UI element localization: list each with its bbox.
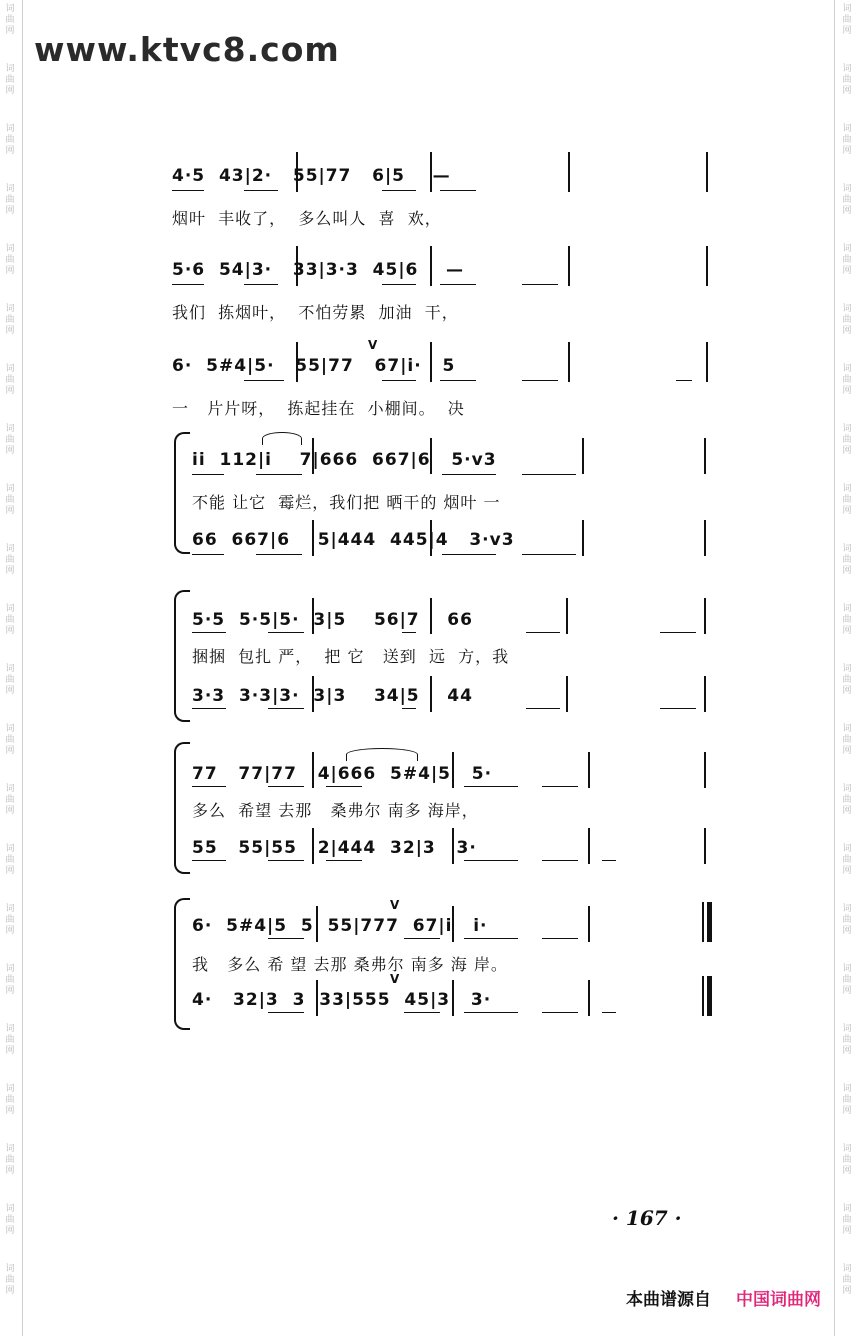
side-mark: 词曲网 <box>5 604 15 636</box>
bar-line <box>430 438 432 474</box>
watermark-url: www.ktvc8.com <box>34 30 340 69</box>
side-mark: 词曲网 <box>5 64 15 96</box>
source-site-link[interactable]: 中国词曲网 <box>736 1290 821 1310</box>
bar-line <box>704 752 706 788</box>
bar-line <box>582 520 584 556</box>
beam-line <box>192 554 224 555</box>
beam-line <box>464 1012 518 1013</box>
bar-line <box>296 152 298 192</box>
beam-line <box>326 786 362 787</box>
bar-line <box>588 906 590 942</box>
beam-line <box>522 474 576 475</box>
bar-line <box>588 752 590 788</box>
beam-line <box>192 708 226 709</box>
notation-line-lower: 66 667|6 5|444 445|4 3·v3 <box>192 530 515 550</box>
beam-line <box>464 860 518 861</box>
system-2 <box>150 254 720 334</box>
bar-line <box>430 598 432 634</box>
beam-line <box>244 380 284 381</box>
side-mark: 词曲网 <box>842 1084 852 1116</box>
notation-line-upper: 6· 5#4|5 5 55|777 67|i i· <box>192 916 488 936</box>
beam-line <box>676 380 692 381</box>
side-mark: 词曲网 <box>842 124 852 156</box>
bar-line <box>296 342 298 382</box>
bar-line <box>452 906 454 942</box>
bar-line <box>704 676 706 712</box>
notation-line-upper: ii 112|i 7|666 667|6 5·v3 <box>192 450 497 470</box>
beam-line <box>192 860 226 861</box>
beam-line <box>256 474 302 475</box>
side-mark: 词曲网 <box>5 964 15 996</box>
bar-line <box>704 438 706 474</box>
side-mark: 词曲网 <box>5 4 15 36</box>
bar-line <box>296 246 298 286</box>
bar-line <box>312 598 314 634</box>
bar-line <box>316 906 318 942</box>
beam-line <box>526 708 560 709</box>
left-border-line <box>22 0 23 1336</box>
system-3 <box>150 338 720 430</box>
side-mark: 词曲网 <box>5 1264 15 1296</box>
side-mark: 词曲网 <box>842 1024 852 1056</box>
side-mark: 词曲网 <box>5 904 15 936</box>
beam-line <box>542 860 578 861</box>
bar-line <box>704 598 706 634</box>
side-mark: 词曲网 <box>5 304 15 336</box>
bar-line <box>312 752 314 788</box>
bar-line <box>312 676 314 712</box>
side-mark: 词曲网 <box>5 784 15 816</box>
lyric-line: 多么 希望 去那 桑弗尔 南多 海岸， <box>192 801 479 820</box>
beam-line <box>172 190 204 191</box>
side-mark: 词曲网 <box>5 244 15 276</box>
side-mark: 词曲网 <box>842 244 852 276</box>
left-watermark-column <box>0 0 20 1336</box>
side-mark: 词曲网 <box>5 1144 15 1176</box>
beam-line <box>526 632 560 633</box>
bar-line <box>316 980 318 1016</box>
side-mark: 词曲网 <box>5 484 15 516</box>
beam-line <box>464 786 518 787</box>
beam-line <box>402 632 416 633</box>
beam-line <box>268 1012 304 1013</box>
side-mark: 词曲网 <box>5 124 15 156</box>
side-mark: 词曲网 <box>842 1204 852 1236</box>
lyric-line: 我 多么 希 望 去那 桑弗尔 南多 海 岸。 <box>192 955 508 974</box>
side-mark: 词曲网 <box>842 184 852 216</box>
beam-line <box>402 708 416 709</box>
beam-line <box>602 860 616 861</box>
lyric-line: 一 片片呀， 拣起挂在 小棚间。 决 <box>172 399 465 418</box>
lyric-line: 我们 拣烟叶， 不怕劳累 加油 干， <box>172 303 459 322</box>
beam-line <box>440 284 476 285</box>
bar-line <box>312 520 314 556</box>
beam-line <box>522 554 576 555</box>
side-mark: 词曲网 <box>5 1084 15 1116</box>
right-border-line <box>834 0 835 1336</box>
bar-line <box>566 598 568 634</box>
side-mark: 词曲网 <box>842 844 852 876</box>
lyric-line: 烟叶 丰收了， 多么叫人 喜 欢， <box>172 209 442 228</box>
system-6 <box>150 758 720 868</box>
beam-line <box>244 190 278 191</box>
notation-line-upper: 77 77|77 4|666 5#4|5 5· <box>192 764 493 784</box>
beam-line <box>192 474 224 475</box>
page-number: · 167 · <box>612 1206 682 1230</box>
beam-line <box>256 554 302 555</box>
beam-line <box>244 284 278 285</box>
bar-line <box>430 520 432 556</box>
bar-line <box>706 342 708 382</box>
side-mark: 词曲网 <box>842 724 852 756</box>
beam-line <box>268 860 304 861</box>
beam-line <box>382 284 416 285</box>
side-mark: 词曲网 <box>5 184 15 216</box>
notation-line-upper: 5·5 5·5|5· 3|5 56|7 66 <box>192 610 473 630</box>
beam-line <box>542 938 578 939</box>
side-mark: 词曲网 <box>5 1024 15 1056</box>
notation-line-lower: 4· 32|3 3 33|555 45|3 3· <box>192 990 492 1010</box>
beam-line <box>522 284 558 285</box>
beam-line <box>268 786 304 787</box>
beam-line <box>404 1012 440 1013</box>
side-mark: 词曲网 <box>842 1264 852 1296</box>
slur <box>346 748 418 761</box>
bar-line <box>430 342 432 382</box>
final-bar-thin <box>702 976 704 1016</box>
system-5 <box>150 604 720 714</box>
bar-line <box>430 676 432 712</box>
system-7 <box>150 898 720 1022</box>
bar-line <box>568 152 570 192</box>
beam-line <box>326 860 362 861</box>
system-4 <box>150 444 720 554</box>
side-mark: 词曲网 <box>5 1204 15 1236</box>
bar-line <box>568 342 570 382</box>
beam-line <box>268 632 304 633</box>
source-label: 本曲谱源自 <box>626 1290 711 1310</box>
side-mark: 词曲网 <box>842 484 852 516</box>
bar-line <box>568 246 570 286</box>
bar-line <box>704 828 706 864</box>
side-mark: 词曲网 <box>842 544 852 576</box>
side-mark: 词曲网 <box>842 904 852 936</box>
breath-mark: V <box>390 898 400 912</box>
bar-line <box>452 752 454 788</box>
bar-line <box>588 828 590 864</box>
bar-line <box>430 246 432 286</box>
beam-line <box>192 786 226 787</box>
beam-line <box>442 474 496 475</box>
right-watermark-column <box>837 0 857 1336</box>
beam-line <box>382 380 416 381</box>
beam-line <box>464 938 518 939</box>
bar-line <box>706 152 708 192</box>
beam-line <box>382 190 416 191</box>
side-mark: 词曲网 <box>842 1144 852 1176</box>
side-mark: 词曲网 <box>842 664 852 696</box>
bar-line <box>582 438 584 474</box>
bar-line <box>566 676 568 712</box>
slur <box>262 432 302 445</box>
bar-line <box>312 438 314 474</box>
beam-line <box>440 190 476 191</box>
side-mark: 词曲网 <box>842 364 852 396</box>
final-bar-thin <box>702 902 704 942</box>
side-mark: 词曲网 <box>5 664 15 696</box>
bar-line <box>706 246 708 286</box>
lyric-line: 捆捆 包扎 严， 把 它 送到 远 方，我 <box>192 647 510 666</box>
side-mark: 词曲网 <box>842 604 852 636</box>
side-mark: 词曲网 <box>842 964 852 996</box>
beam-line <box>268 708 304 709</box>
breath-mark: V <box>368 338 378 352</box>
side-mark: 词曲网 <box>5 544 15 576</box>
beam-line <box>442 554 496 555</box>
notation-line-lower: 55 55|55 2|444 32|3 3· <box>192 838 477 858</box>
beam-line <box>602 1012 616 1013</box>
bar-line <box>452 980 454 1016</box>
beam-line <box>268 938 304 939</box>
side-mark: 词曲网 <box>842 4 852 36</box>
breath-mark: V <box>390 972 400 986</box>
notation-line: 6· 5#4|5· 55|77 67|i· 5 <box>172 356 456 376</box>
notation-line-lower: 3·3 3·3|3· 3|3 34|5 44 <box>192 686 473 706</box>
beam-line <box>404 938 440 939</box>
notation-line: 4·5 43|2· 55|77 6|5 — <box>172 166 451 186</box>
beam-line <box>172 284 204 285</box>
bar-line <box>588 980 590 1016</box>
beam-line <box>542 786 578 787</box>
bar-line <box>430 152 432 192</box>
final-bar-thick <box>707 902 712 942</box>
side-mark: 词曲网 <box>5 424 15 456</box>
side-mark: 词曲网 <box>5 844 15 876</box>
system-1 <box>150 160 720 240</box>
beam-line <box>660 708 696 709</box>
bar-line <box>452 828 454 864</box>
side-mark: 词曲网 <box>5 724 15 756</box>
lyric-line: 不能 让它 霉烂，我们把 晒干的 烟叶 一 <box>192 493 501 512</box>
side-mark: 词曲网 <box>842 424 852 456</box>
beam-line <box>660 632 696 633</box>
beam-line <box>542 1012 578 1013</box>
bar-line <box>312 828 314 864</box>
beam-line <box>192 632 226 633</box>
side-mark: 词曲网 <box>842 64 852 96</box>
side-mark: 词曲网 <box>842 784 852 816</box>
beam-line <box>440 380 476 381</box>
final-bar-thick <box>707 976 712 1016</box>
side-mark: 词曲网 <box>5 364 15 396</box>
side-mark: 词曲网 <box>842 304 852 336</box>
notation-line: 5·6 54|3· 33|3·3 45|6 — <box>172 260 465 280</box>
bar-line <box>704 520 706 556</box>
beam-line <box>522 380 558 381</box>
